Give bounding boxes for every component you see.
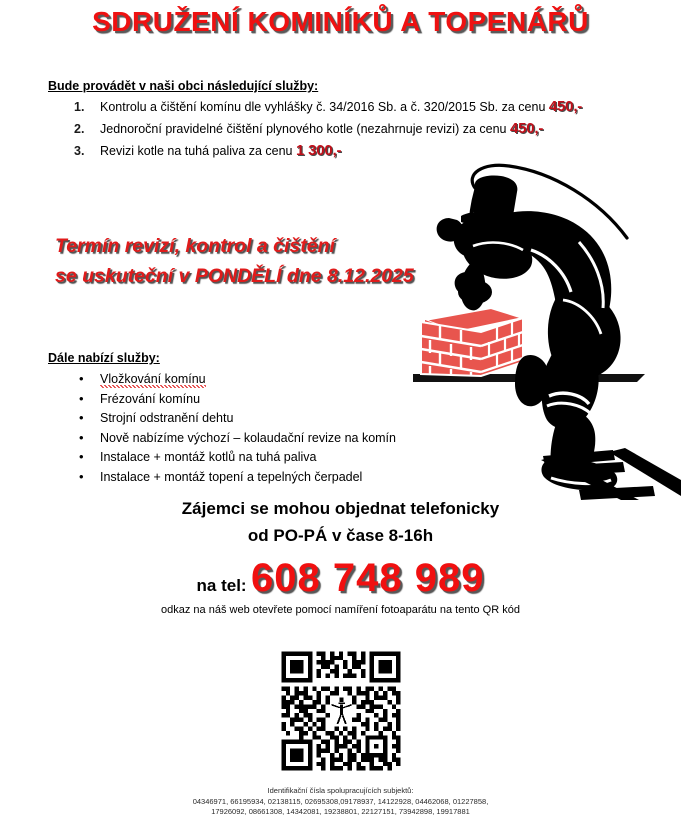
footer-ids-line1: 04346971, 66195934, 02138115, 02695308,09178937, 14122928, 04462068, 01227858, — [192, 796, 489, 806]
page-title: SDRUŽENÍ KOMINÍKŮ A TOPENÁŘŮ — [92, 6, 589, 37]
footer-block — [0, 786, 681, 818]
qr-code[interactable] — [277, 647, 405, 775]
service-price: 450,- — [548, 98, 583, 115]
footer-ids-line2: 17926092, 08661308, 14342081, 19238801, 22127151, 73942898, 19917881 — [211, 807, 470, 816]
more-service-item — [75, 448, 396, 468]
brick-chimney — [421, 308, 523, 376]
telephone-label: na tel: — [196, 576, 247, 595]
more-services-list — [75, 370, 396, 487]
service-text: Revizi kotle na tuhá paliva za cenu — [100, 144, 296, 158]
qr-center-logo — [330, 696, 352, 727]
service-item — [70, 96, 630, 118]
list-marker: 1. — [74, 100, 85, 114]
service-price: 1 300,- — [295, 142, 342, 159]
service-item — [70, 140, 630, 162]
qr-instruction-text: odkaz na náš web otevřete pomocí namíření fotoaparátu na tento QR kód — [161, 604, 520, 616]
more-service-text: Strojní odstranění dehtu — [100, 411, 234, 425]
services-list — [70, 96, 630, 162]
service-item — [70, 118, 630, 140]
date-notice — [55, 231, 414, 291]
more-service-text: Instalace + montáž kotlů na tuhá paliva — [100, 450, 317, 464]
chimney-sweep-illustration — [413, 160, 681, 500]
contact-line2: od PO-PÁ v čase 8-16h — [247, 526, 434, 545]
telephone-number[interactable]: 608 748 989 — [251, 556, 485, 600]
more-services-heading: Dále nabízí služby: — [48, 351, 160, 365]
more-service-text: Frézování komínu — [100, 391, 201, 406]
more-service-text: Instalace + montáž topení a tepelných čerpadel — [100, 469, 363, 484]
more-service-item — [75, 370, 396, 390]
telephone-row — [0, 556, 681, 601]
list-marker: 3. — [74, 144, 85, 158]
contact-line1: Zájemci se mohou objednat telefonicky — [181, 499, 500, 518]
service-text: Jednoroční pravidelné čištění plynového kotle (nezahrnuje revizi) za cenu — [100, 122, 510, 136]
more-service-item — [75, 390, 396, 410]
date-notice-line1: Termín revizí, kontrol a čištění — [55, 235, 335, 257]
list-marker: 2. — [74, 122, 85, 136]
date-notice-line2: se uskuteční v PONDĚLÍ dne 8.12.2025 — [55, 265, 414, 287]
more-service-text: Vložkování komínu — [100, 372, 206, 386]
services-heading: Bude provádět v naši obci následující služby: — [48, 79, 319, 93]
more-service-text: Nově nabízíme výchozí – kolaudační revize na komín — [100, 430, 396, 445]
more-service-item — [75, 429, 396, 449]
service-text: Kontrolu a čištění komínu dle vyhlášky č. 34/2016 Sb. a č. 320/2015 Sb. za cenu — [100, 100, 549, 114]
service-price: 450,- — [509, 120, 544, 137]
footer-heading: Identifikační čísla spolupracujících subjektů: — [267, 786, 414, 795]
contact-block — [0, 495, 681, 549]
more-service-item — [75, 468, 396, 488]
more-service-item — [75, 409, 396, 429]
